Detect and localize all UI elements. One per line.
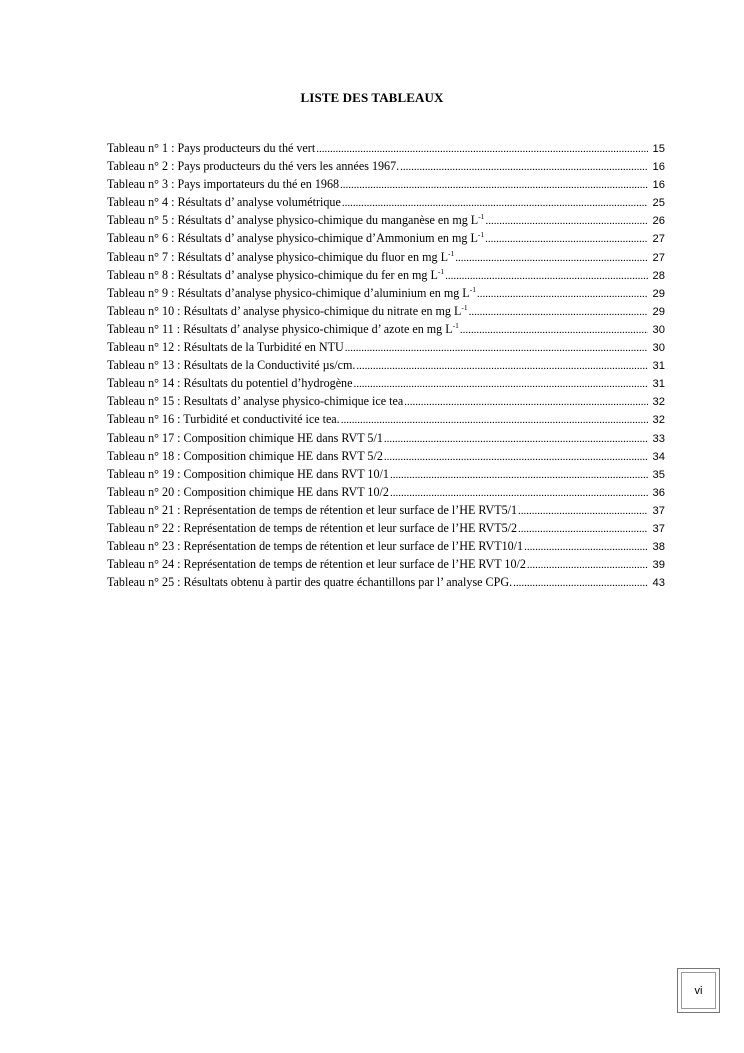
toc-entry[interactable] (107, 286, 665, 304)
toc-entry-page: 26 (652, 215, 665, 228)
dot-leader (477, 289, 648, 300)
toc-entry[interactable] (107, 557, 665, 575)
dot-leader (485, 216, 648, 227)
dot-leader (390, 470, 648, 481)
dot-leader (469, 307, 648, 318)
dot-leader (316, 144, 648, 155)
unit-exponent: -1 (469, 284, 476, 294)
toc-entry-label: Tableau n° 9 : Résultats d’analyse physico-chimique d’aluminium en mg $L^{-1}$ (107, 284, 476, 300)
toc-entry[interactable] (107, 213, 665, 231)
toc-entry-label: Tableau n° 10 : Résultats d’ analyse physico-chimique du nitrate en mg $L^{-1}$ (107, 302, 468, 318)
unit-exponent: -1 (447, 248, 455, 258)
toc-entry[interactable] (107, 467, 665, 485)
dot-leader (384, 434, 648, 445)
toc-entry-page: 16 (652, 179, 665, 192)
toc-entry[interactable] (107, 412, 665, 430)
toc-entry-page: 25 (652, 197, 665, 210)
dot-leader (518, 506, 648, 517)
toc-entry-label: Tableau n° 19 : Composition chimique HE dans RVT 10/1 (107, 466, 389, 481)
toc-entry[interactable] (107, 304, 665, 322)
toc-entry-label: Tableau n° 13 : Résultats de la Conductivité µs/cm. (107, 358, 356, 373)
toc-entry-label: Tableau n° 6 : Résultats d’ analyse physico-chimique d’Ammonium en mg $L^{-1}$ (107, 230, 485, 246)
toc-entry-label: Tableau n° 22 : Représentation de temps de rétention et leur surface de l’HE RVT5/2 (107, 520, 518, 535)
toc-entry-page: 30 (652, 342, 665, 355)
toc-entry-page: 34 (652, 450, 665, 463)
unit-exponent: -1 (437, 266, 445, 276)
toc-entry[interactable] (107, 394, 665, 412)
toc-entry-label: Tableau n° 16 : Turbidité et conductivité ice tea. (107, 412, 340, 427)
toc-entry-label: Tableau n° 1 : Pays producteurs du thé vert (107, 141, 316, 155)
toc-entry[interactable] (107, 322, 665, 340)
toc-entry-page: 15 (652, 143, 665, 155)
page-number-box (677, 968, 720, 1013)
toc-entry[interactable] (107, 250, 665, 268)
toc-entry[interactable] (107, 521, 665, 539)
toc-entry-page: 39 (652, 559, 665, 572)
toc-entry[interactable] (107, 268, 665, 286)
dot-leader (527, 560, 648, 571)
dot-leader (518, 524, 648, 535)
toc-entry[interactable] (107, 358, 665, 376)
toc-entry-label: Tableau n° 21 : Représentation de temps de rétention et leur surface de l’HE RVT5/1 (107, 502, 518, 517)
toc-entry-label: Tableau n° 23 : Représentation de temps de rétention et leur surface de l’HE RVT10/1 (107, 539, 524, 554)
toc-entry[interactable] (107, 231, 665, 249)
toc-entry[interactable] (107, 340, 665, 358)
toc-entry-label: Tableau n° 12 : Résultats de la Turbidité en NTU (107, 340, 344, 355)
dot-leader (356, 361, 648, 372)
toc-entry-label: Tableau n° 18 : Composition chimique HE dans RVT 5/2 (107, 448, 383, 463)
toc-entry-label: Tableau n° 25 : Résultats obtenu à partir des quatre échantillons par l’ analyse CPG. (107, 575, 513, 590)
toc-entry-page: 29 (652, 305, 665, 318)
dot-leader (524, 542, 648, 553)
toc-entry-page: 27 (652, 251, 665, 264)
unit-exponent: -1 (477, 230, 485, 240)
toc-entry-page: 29 (652, 287, 665, 300)
toc-entry[interactable] (107, 141, 665, 159)
toc-entry-page: 38 (652, 541, 665, 554)
toc-entry-page: 32 (652, 396, 665, 409)
dot-leader (400, 162, 648, 173)
dot-leader (404, 397, 648, 408)
toc-entry[interactable] (107, 195, 665, 213)
toc-entry[interactable] (107, 376, 665, 394)
toc-entry-label: Tableau n° 24 : Représentation de temps de rétention et leur surface de l’HE RVT 10/2 (107, 557, 526, 572)
toc-entry-page: 16 (652, 161, 665, 174)
unit-exponent: -1 (452, 320, 459, 330)
toc-entry-label: Tableau n° 3 : Pays importateurs du thé en 1968 (107, 177, 340, 192)
toc-entry-page: 31 (652, 378, 665, 391)
toc-entry-label: Tableau n° 20 : Composition chimique HE dans RVT 10/2 (107, 484, 389, 499)
dot-leader (485, 234, 648, 245)
dot-leader (445, 271, 648, 282)
toc-entry[interactable] (107, 449, 665, 467)
table-list (107, 141, 665, 593)
toc-entry-page: 37 (652, 522, 665, 535)
page-number: vi (681, 972, 716, 1009)
toc-entry-label: Tableau n° 7 : Résultats d’ analyse physico-chimique du fluor en mg $L^{-1}$ (107, 248, 455, 264)
dot-leader (342, 198, 648, 209)
toc-entry-page: 35 (652, 468, 665, 481)
toc-entry[interactable] (107, 177, 665, 195)
dot-leader (513, 578, 648, 589)
dot-leader (460, 325, 648, 336)
toc-entry-page: 43 (652, 577, 665, 590)
unit-exponent: -1 (461, 302, 468, 312)
toc-entry[interactable] (107, 485, 665, 503)
toc-entry-label: Tableau n° 8 : Résultats d’ analyse physico-chimique du fer en mg $L^{-1}$ (107, 266, 445, 282)
toc-entry[interactable] (107, 575, 665, 593)
toc-entry-page: 28 (652, 269, 665, 282)
unit-exponent: -1 (478, 212, 485, 222)
page-title: LISTE DES TABLEAUX (300, 90, 444, 105)
dot-leader (340, 180, 648, 191)
toc-entry-page: 31 (652, 360, 665, 373)
toc-entry[interactable] (107, 503, 665, 521)
toc-entry-page: 37 (652, 504, 665, 517)
dot-leader (384, 452, 648, 463)
dot-leader (345, 343, 648, 354)
toc-entry-label: Tableau n° 15 : Resultats d’ analyse physico-chimique ice tea (107, 394, 404, 409)
toc-entry-label: Tableau n° 11 : Résultats d’ analyse physico-chimique d’ azote en mg $L^{-1}$ (107, 320, 459, 336)
dot-leader (455, 253, 648, 264)
toc-entry-page: 30 (652, 323, 665, 336)
toc-entry-page: 27 (652, 233, 665, 246)
toc-entry-label: Tableau n° 14 : Résultats du potentiel d’hydrogène (107, 376, 353, 391)
toc-entry-label: Tableau n° 17 : Composition chimique HE dans RVT 5/1 (107, 430, 383, 445)
toc-entry-page: 36 (652, 486, 665, 499)
toc-entry-label: Tableau n° 5 : Résultats d’ analyse physico-chimique du manganèse en mg $L^{-1}$ (107, 212, 485, 228)
toc-entry-label: Tableau n° 4 : Résultats d’ analyse volumétrique (107, 195, 341, 210)
toc-entry-label: Tableau n° 2 : Pays producteurs du thé vers les années 1967. (107, 159, 400, 174)
toc-entry-page: 32 (652, 414, 665, 427)
dot-leader (341, 415, 648, 426)
toc-entry[interactable] (107, 539, 665, 557)
toc-entry-page: 33 (652, 432, 665, 445)
toc-entry[interactable] (107, 159, 665, 177)
dot-leader (353, 379, 648, 390)
toc-entry[interactable] (107, 431, 665, 449)
dot-leader (390, 488, 648, 499)
